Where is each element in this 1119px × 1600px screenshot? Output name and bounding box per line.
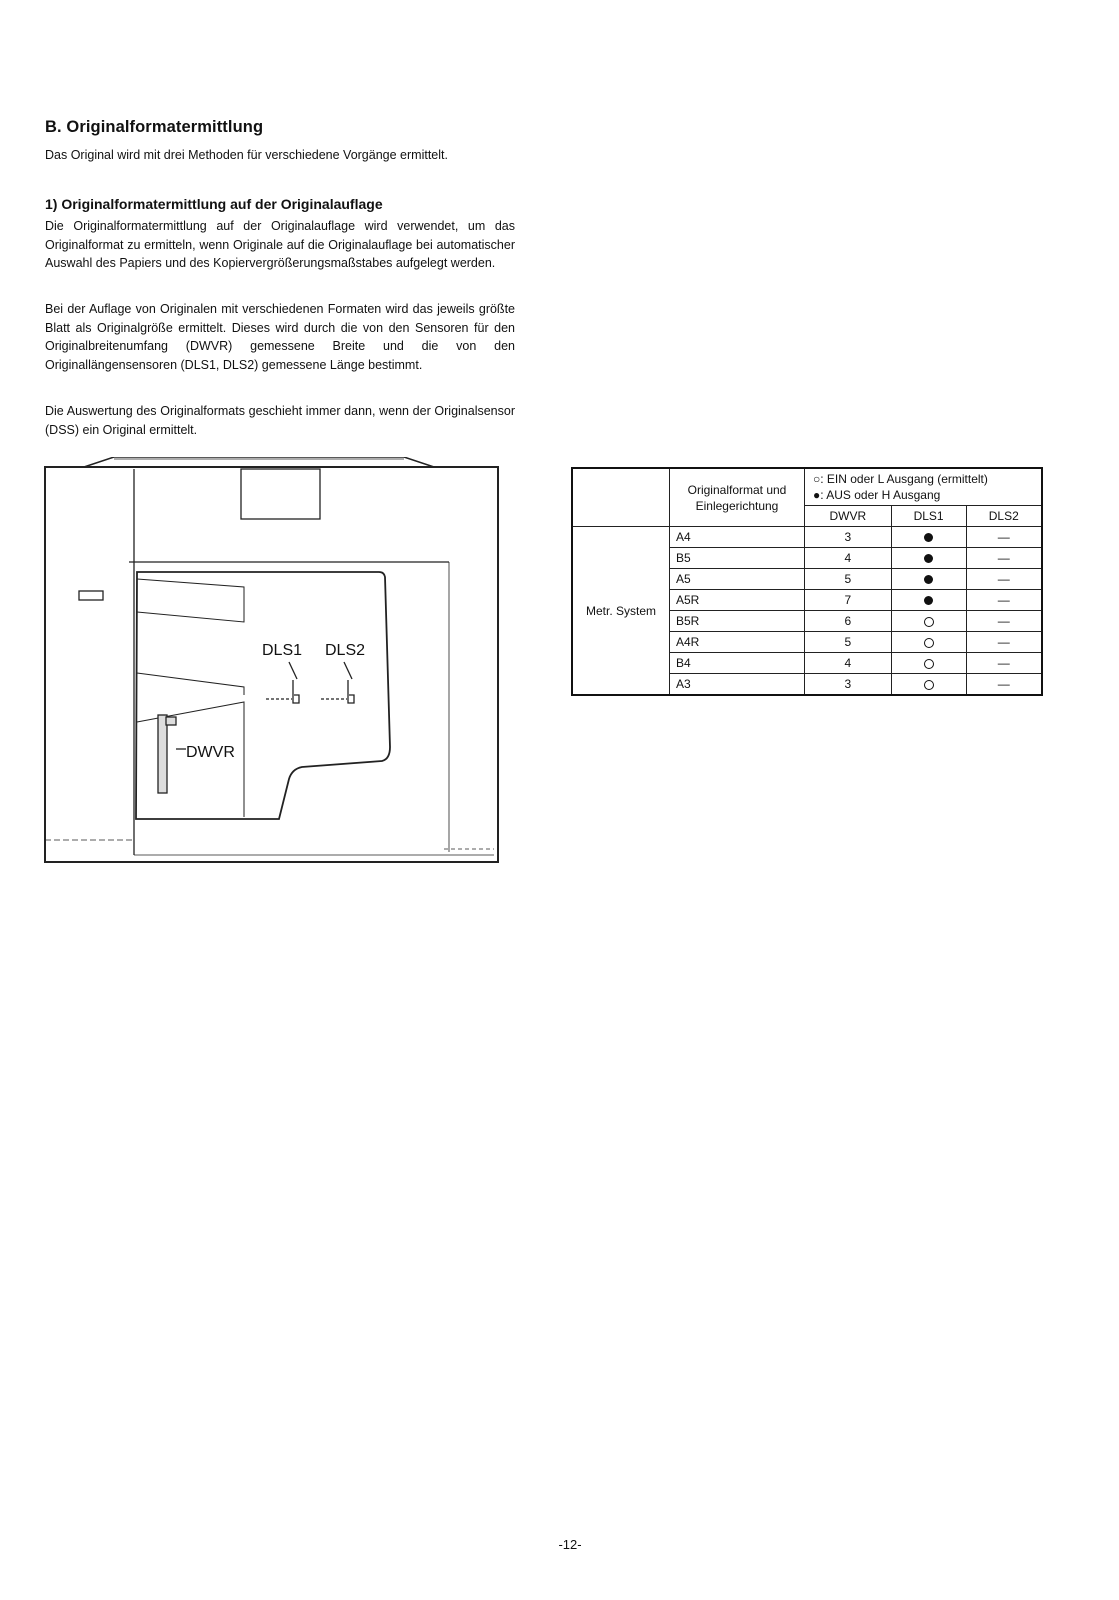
dwvr-cell: 6 <box>805 611 892 632</box>
table-corner <box>572 468 670 527</box>
col-header-dls1: DLS1 <box>891 506 966 527</box>
system-label: Metr. System <box>572 527 670 696</box>
dls2-cell: — <box>966 632 1042 653</box>
open-circle-icon <box>924 659 934 669</box>
format-cell: A4R <box>670 632 805 653</box>
dls1-cell <box>891 632 966 653</box>
dls2-cell: — <box>966 527 1042 548</box>
dwvr-cell: 4 <box>805 653 892 674</box>
dwvr-cell: 3 <box>805 674 892 696</box>
col-header-dwvr: DWVR <box>805 506 892 527</box>
dls1-label: DLS1 <box>262 642 303 659</box>
dls2-cell: — <box>966 590 1042 611</box>
table-row <box>572 527 1042 548</box>
dls2-cell: — <box>966 653 1042 674</box>
legend-on: ○: EIN oder L Ausgang (ermittelt) <box>813 472 988 486</box>
dwvr-cell: 4 <box>805 548 892 569</box>
paragraph-2: Bei der Auflage von Originalen mit verschiedenen Formaten wird das jeweils größte Blatt als Originalgröße ermittelt. Dieses wird durch die von den Sensoren für den Originalbreitenumfang (DWVR) gemessene Breite und die von den Originallängensensoren (DLS1, DLS2) gemessene Länge bestimmt. <box>45 302 515 372</box>
document-glass-diagram <box>44 457 502 875</box>
dls1-cell <box>891 611 966 632</box>
dwvr-label: DWVR <box>186 744 235 761</box>
dwvr-cell: 5 <box>805 569 892 590</box>
legend-off: ●: AUS oder H Ausgang <box>813 488 941 502</box>
dls2-cell: — <box>966 548 1042 569</box>
open-circle-icon <box>924 617 934 627</box>
filled-circle-icon <box>924 533 933 542</box>
dwvr-cell: 7 <box>805 590 892 611</box>
open-circle-icon <box>924 638 934 648</box>
dwvr-cell: 3 <box>805 527 892 548</box>
page-number: -12- <box>558 1537 582 1552</box>
dls1-cell <box>891 569 966 590</box>
legend <box>805 468 1043 506</box>
filled-circle-icon <box>924 554 933 563</box>
dls2-label: DLS2 <box>325 642 366 659</box>
dls1-cell <box>891 590 966 611</box>
dwvr-cell: 5 <box>805 632 892 653</box>
paragraph-3: Die Auswertung des Originalformats geschieht immer dann, wenn der Originalsensor (DSS) ein Original ermittelt. <box>45 404 515 437</box>
dls1-cell <box>891 548 966 569</box>
format-cell: A5 <box>670 569 805 590</box>
dls1-cell <box>891 653 966 674</box>
dls1-cell <box>891 527 966 548</box>
format-cell: A4 <box>670 527 805 548</box>
filled-circle-icon <box>924 575 933 584</box>
sensor-table <box>571 467 1043 696</box>
dls1-cell <box>891 674 966 696</box>
filled-circle-icon <box>924 596 933 605</box>
section-intro: Das Original wird mit drei Methoden für verschiedene Vorgänge ermittelt. <box>45 148 448 162</box>
dls2-cell: — <box>966 611 1042 632</box>
format-cell: B4 <box>670 653 805 674</box>
format-cell: B5R <box>670 611 805 632</box>
table-body <box>572 527 1042 696</box>
col-header-dls2: DLS2 <box>966 506 1042 527</box>
dls2-cell: — <box>966 569 1042 590</box>
format-cell: A5R <box>670 590 805 611</box>
format-cell: A3 <box>670 674 805 696</box>
format-cell: B5 <box>670 548 805 569</box>
paragraph-1: Die Originalformatermittlung auf der Originalauflage wird verwendet, um das Originalformat zu ermitteln, wenn Originale auf die Originalauflage bei automatischer Auswahl des Papiers und des Kopiervergrößerungsmaßstabes aufgelegt werden. <box>45 219 515 270</box>
subsection-heading: 1) Originalformatermittlung auf der Originalauflage <box>45 196 383 212</box>
dls2-cell: — <box>966 674 1042 696</box>
format-header: Originalformat und Einlegerichtung <box>670 468 805 527</box>
section-heading: B. Originalformatermittlung <box>45 118 264 136</box>
open-circle-icon <box>924 680 934 690</box>
